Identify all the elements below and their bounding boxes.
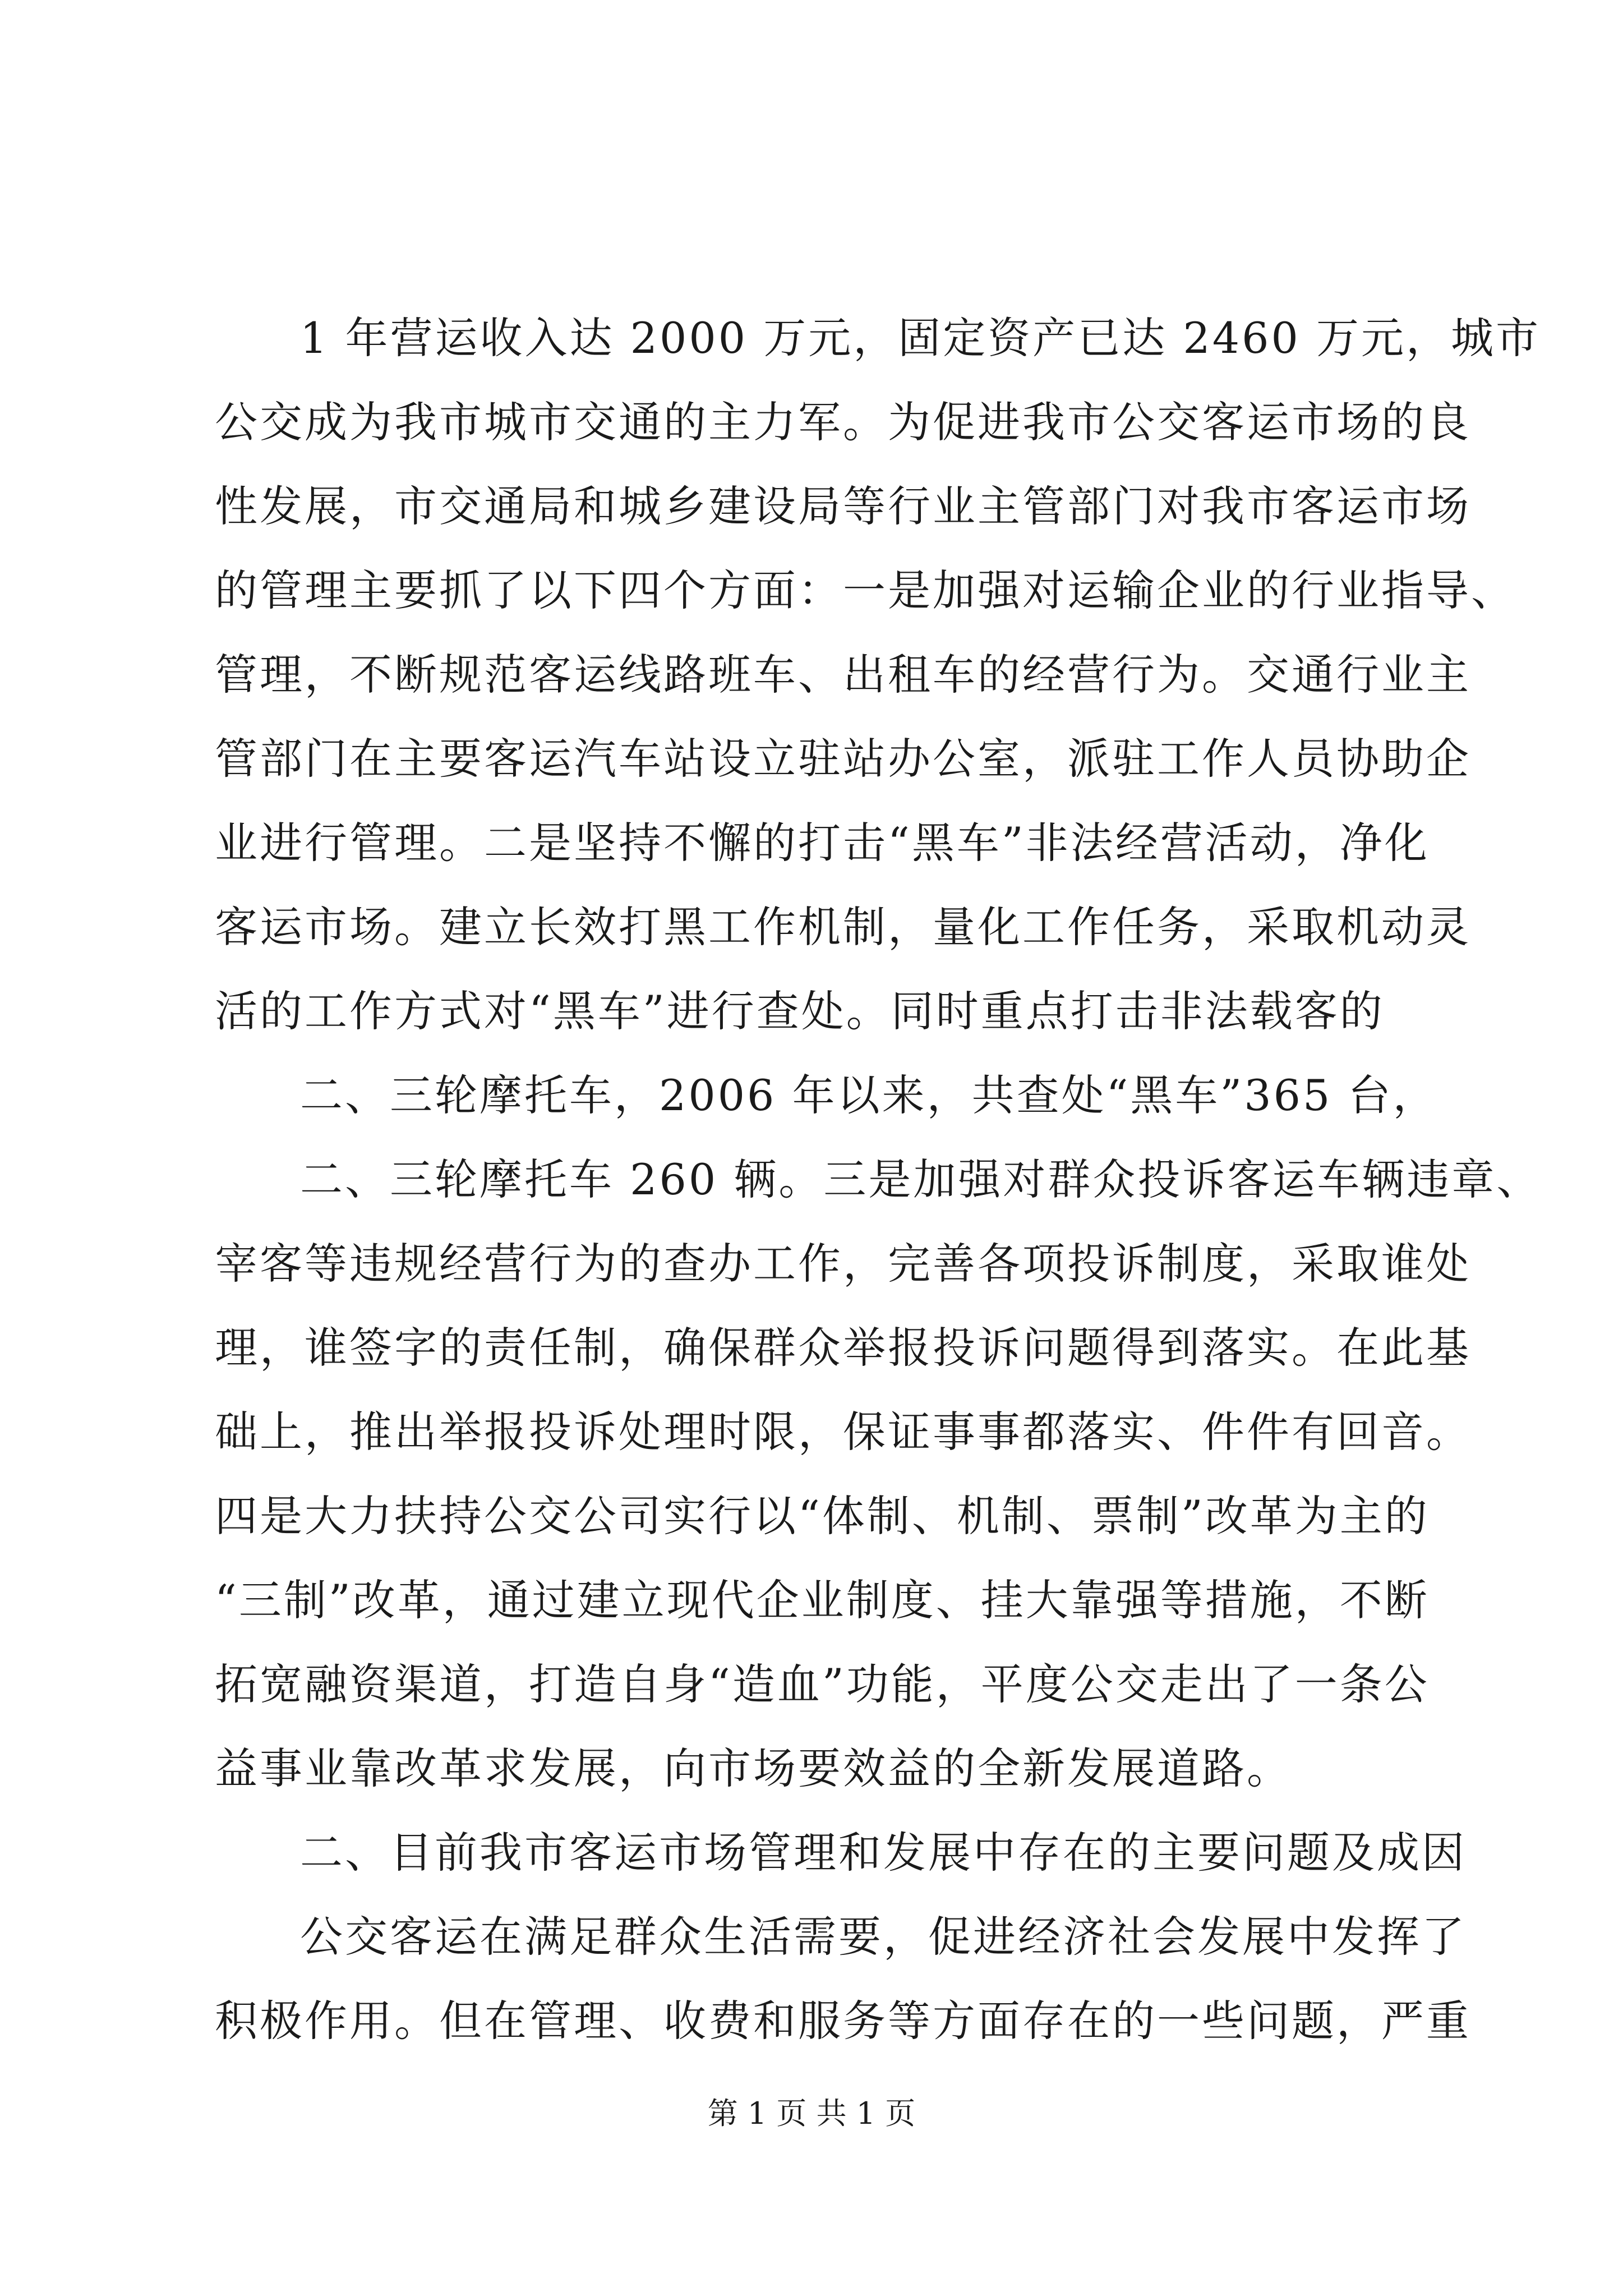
page-footer: 第 1 页 共 1 页 xyxy=(707,2096,916,2131)
text-line-09: 活的工作方式对“黑车”进行查处。同时重点打击非法载客的 xyxy=(215,986,1385,1036)
text-line-03: 性发展，市交通局和城乡建设局等行业主管部门对我市客运市场 xyxy=(215,481,1471,531)
text-line-15: 四是大力扶持公交公司实行以“体制、机制、票制”改革为主的 xyxy=(215,1491,1430,1541)
text-line-05: 管理，不断规范客运线路班车、出租车的经营行为。交通行业主 xyxy=(215,650,1471,700)
text-line-08: 客运市场。建立长效打黑工作机制，量化工作任务，采取机动灵 xyxy=(215,902,1471,952)
text-line-16: “三制”改革，通过建立现代企业制度、挂大靠强等措施，不断 xyxy=(215,1575,1430,1625)
text-line-06: 管部门在主要客运汽车站设立驻站办公室，派驻工作人员协助企 xyxy=(215,734,1471,784)
text-line-04: 的管理主要抓了以下四个方面：一是加强对运输企业的行业指导、 xyxy=(215,565,1516,615)
text-line-21: 积极作用。但在管理、收费和服务等方面存在的一些问题，严重 xyxy=(215,1996,1471,2046)
text-line-07: 业进行管理。二是坚持不懈的打击“黑车”非法经营活动，净化 xyxy=(215,818,1430,868)
text-line-14: 础上，推出举报投诉处理时限，保证事事都落实、件件有回音。 xyxy=(215,1407,1471,1457)
section-heading: 二、目前我市客运市场管理和发展中存在的主要问题及成因 xyxy=(300,1828,1467,1878)
text-line-12: 宰客等违规经营行为的查办工作，完善各项投诉制度，采取谁处 xyxy=(215,1239,1471,1289)
text-line-11: 二、三轮摩托车 260 辆。三是加强对群众投诉客运车辆违章、 xyxy=(300,1154,1542,1204)
text-line-01: 1 年营运收入达 2000 万元，固定资产已达 2460 万元，城市 xyxy=(300,313,1541,363)
text-line-20: 公交客运在满足群众生活需要，促进经济社会发展中发挥了 xyxy=(300,1912,1467,1962)
text-line-18: 益事业靠改革求发展，向市场要效益的全新发展道路。 xyxy=(215,1743,1292,1793)
text-line-10: 二、三轮摩托车，2006 年以来，共查处“黑车”365 台， xyxy=(300,1070,1438,1120)
text-line-02: 公交成为我市城市交通的主力军。为促进我市公交客运市场的良 xyxy=(215,397,1471,447)
text-line-13: 理，谁签字的责任制，确保群众举报投诉问题得到落实。在此基 xyxy=(215,1323,1471,1373)
text-line-17: 拓宽融资渠道，打造自身“造血”功能，平度公交走出了一条公 xyxy=(215,1659,1430,1709)
